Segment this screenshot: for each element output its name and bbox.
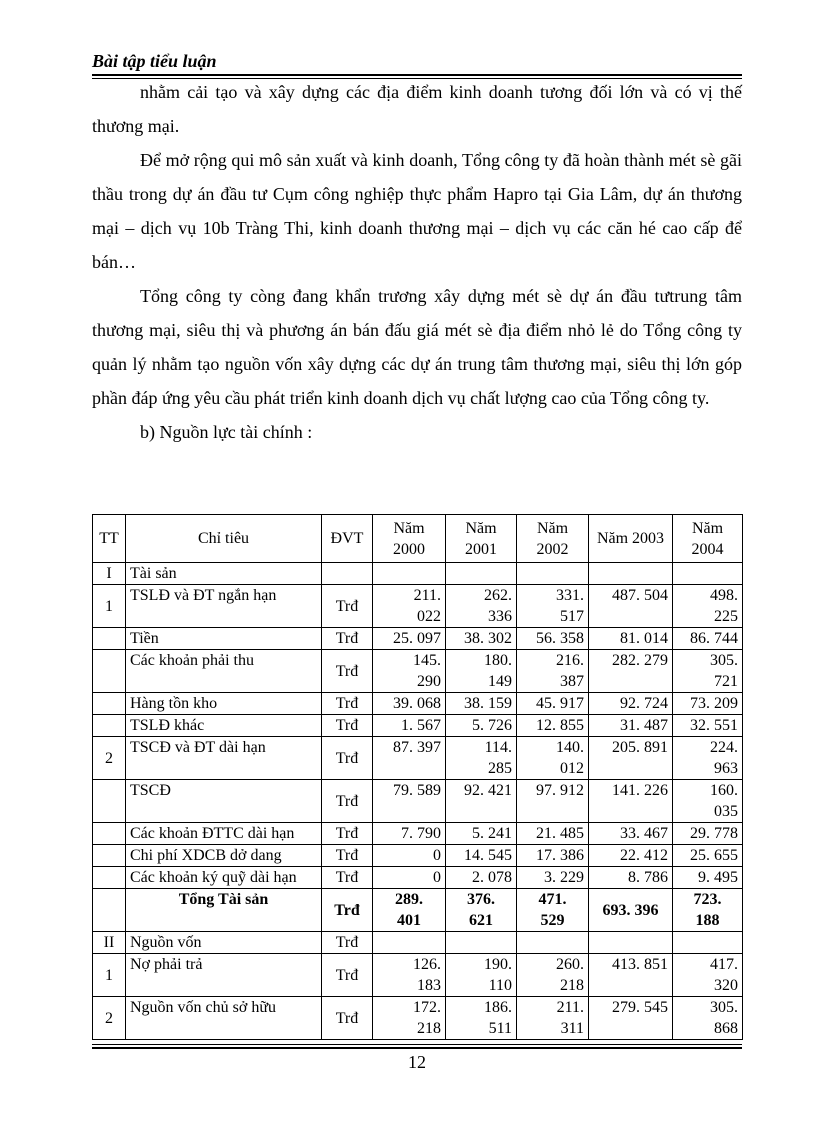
cell-2000: 39. 068 xyxy=(373,693,446,715)
table-row xyxy=(93,693,743,715)
table-row xyxy=(93,932,743,954)
cell-2003: 413. 851 xyxy=(589,954,673,997)
paragraph-2: Để mở rộng qui mô sản xuất và kinh doanh, Tổng công ty đã hoàn thành mét sè gãi thầu trong dự án đầu tư Cụm công nghiệp thực phẩm Hapro tại Gia Lâm, dự án thương mại – dịch vụ 10b Tràng Thi, kinh doanh thương mại – dịch vụ các căn hé cao cấp để bán… xyxy=(92,150,742,272)
cell-unit: Trđ xyxy=(322,585,373,628)
cell-2003: 279. 545 xyxy=(589,997,673,1040)
cell-unit: Trđ xyxy=(322,823,373,845)
cell-2001: 262. 336 xyxy=(446,585,517,628)
table-row xyxy=(93,650,743,693)
cell-2001: 186. 511 xyxy=(446,997,517,1040)
cell-indicator: TSLĐ khác xyxy=(126,715,322,737)
cell-2001: 92. 421 xyxy=(446,780,517,823)
cell-2004: 224. 963 xyxy=(673,737,743,780)
cell-2001: 14. 545 xyxy=(446,845,517,867)
cell-2000: 0 xyxy=(373,867,446,889)
cell-2001: 190. 110 xyxy=(446,954,517,997)
cell-2000: 7. 790 xyxy=(373,823,446,845)
cell-indicator: Nợ phải trả xyxy=(126,954,322,997)
table-row-total xyxy=(93,889,743,932)
cell-unit: Trđ xyxy=(322,889,373,932)
cell-indicator: TSCĐ và ĐT dài hạn xyxy=(126,737,322,780)
cell-2004: 73. 209 xyxy=(673,693,743,715)
cell-tt xyxy=(93,715,126,737)
cell-2002: 211. 311 xyxy=(517,997,589,1040)
cell-2002: 97. 912 xyxy=(517,780,589,823)
cell-2003: 31. 487 xyxy=(589,715,673,737)
cell-2002: 140. 012 xyxy=(517,737,589,780)
cell-2001 xyxy=(446,932,517,954)
cell-2000: 211. 022 xyxy=(373,585,446,628)
cell-indicator: Chi phí XDCB dở dang xyxy=(126,845,322,867)
cell-2004: 86. 744 xyxy=(673,628,743,650)
cell-2004: 305. 721 xyxy=(673,650,743,693)
cell-2001: 180. 149 xyxy=(446,650,517,693)
footer-rule xyxy=(92,1047,742,1049)
cell-tt xyxy=(93,845,126,867)
cell-2003: 33. 467 xyxy=(589,823,673,845)
cell-tt: I xyxy=(93,563,126,585)
cell-unit: Trđ xyxy=(322,780,373,823)
cell-indicator: Các khoản ký quỹ dài hạn xyxy=(126,867,322,889)
cell-2003: 92. 724 xyxy=(589,693,673,715)
table-row xyxy=(93,997,743,1040)
paragraph-3: Tổng công ty còng đang khẩn trương xây dựng mét sè dự án đầu tưtrung tâm thương mại, siêu thị và phương án bán đấu giá mét sè địa điểm nhỏ lẻ do Tổng công ty quản lý nhằm tạo nguồn vốn xây dựng các dự án trung tâm thương mại, siêu thị lớn góp phần đáp ứng yêu cầu phát triển kinh doanh dịch vụ chất lượng cao của Tổng công ty. xyxy=(92,286,742,408)
cell-2002: 21. 485 xyxy=(517,823,589,845)
cell-indicator: Tiền xyxy=(126,628,322,650)
cell-tt: 2 xyxy=(93,997,126,1040)
cell-2003: 8. 786 xyxy=(589,867,673,889)
cell-2003 xyxy=(589,563,673,585)
cell-2003: 282. 279 xyxy=(589,650,673,693)
cell-2001: 38. 159 xyxy=(446,693,517,715)
cell-2004: 9. 495 xyxy=(673,867,743,889)
cell-2004: 723. 188 xyxy=(673,889,743,932)
cell-2001: 5. 241 xyxy=(446,823,517,845)
cell-2001 xyxy=(446,563,517,585)
financial-resources-table xyxy=(92,514,743,1040)
cell-unit xyxy=(322,563,373,585)
cell-2000: 126. 183 xyxy=(373,954,446,997)
cell-2001: 5. 726 xyxy=(446,715,517,737)
cell-2003: 487. 504 xyxy=(589,585,673,628)
cell-indicator: TSCĐ xyxy=(126,780,322,823)
table-row xyxy=(93,867,743,889)
cell-tt xyxy=(93,889,126,932)
table-row xyxy=(93,954,743,997)
cell-unit: Trđ xyxy=(322,737,373,780)
cell-2003 xyxy=(589,932,673,954)
cell-2002: 45. 917 xyxy=(517,693,589,715)
cell-indicator: Nguồn vốn chủ sở hữu xyxy=(126,997,322,1040)
header-indicator: Chỉ tiêu xyxy=(126,515,322,563)
cell-tt xyxy=(93,628,126,650)
cell-2001: 376. 621 xyxy=(446,889,517,932)
cell-indicator: Tài sản xyxy=(126,563,322,585)
cell-indicator: Hàng tồn kho xyxy=(126,693,322,715)
cell-unit: Trđ xyxy=(322,954,373,997)
cell-2004: 25. 655 xyxy=(673,845,743,867)
cell-2002: 260. 218 xyxy=(517,954,589,997)
table-row xyxy=(93,823,743,845)
cell-indicator: Các khoản ĐTTC dài hạn xyxy=(126,823,322,845)
paragraph-1: nhằm cải tạo và xây dựng các địa điểm kinh doanh tương đối lớn và có vị thế thương mại. xyxy=(92,82,742,136)
cell-indicator: TSLĐ và ĐT ngắn hạn xyxy=(126,585,322,628)
cell-2002: 12. 855 xyxy=(517,715,589,737)
table-row xyxy=(93,563,743,585)
cell-2002: 216. 387 xyxy=(517,650,589,693)
table-row xyxy=(93,780,743,823)
cell-2000: 1. 567 xyxy=(373,715,446,737)
cell-2001: 38. 302 xyxy=(446,628,517,650)
cell-unit: Trđ xyxy=(322,867,373,889)
cell-2004 xyxy=(673,932,743,954)
cell-tt xyxy=(93,780,126,823)
cell-2004: 160. 035 xyxy=(673,780,743,823)
cell-unit: Trđ xyxy=(322,997,373,1040)
header-year-2001: Năm 2001 xyxy=(446,515,517,563)
cell-unit: Trđ xyxy=(322,650,373,693)
document-header-title: Bài tập tiểu luận xyxy=(92,51,217,71)
table-header-row xyxy=(93,515,743,563)
cell-2004: 32. 551 xyxy=(673,715,743,737)
cell-2002: 3. 229 xyxy=(517,867,589,889)
header-unit: ĐVT xyxy=(322,515,373,563)
header-year-2004: Năm 2004 xyxy=(673,515,743,563)
cell-tt xyxy=(93,650,126,693)
cell-2002 xyxy=(517,563,589,585)
footer-rule-thin xyxy=(92,1044,742,1045)
cell-2003: 693. 396 xyxy=(589,889,673,932)
header-year-2002: Năm 2002 xyxy=(517,515,589,563)
cell-2003: 22. 412 xyxy=(589,845,673,867)
cell-2001: 2. 078 xyxy=(446,867,517,889)
cell-2000 xyxy=(373,932,446,954)
cell-2004: 29. 778 xyxy=(673,823,743,845)
cell-unit: Trđ xyxy=(322,628,373,650)
cell-tt: 1 xyxy=(93,954,126,997)
cell-unit: Trđ xyxy=(322,693,373,715)
cell-2002: 17. 386 xyxy=(517,845,589,867)
header-year-2000: Năm 2000 xyxy=(373,515,446,563)
cell-tt xyxy=(93,693,126,715)
header-tt: TT xyxy=(93,515,126,563)
table-row xyxy=(93,715,743,737)
cell-2004 xyxy=(673,563,743,585)
cell-2003: 205. 891 xyxy=(589,737,673,780)
table-row xyxy=(93,585,743,628)
cell-2000: 289. 401 xyxy=(373,889,446,932)
header-year-2003: Năm 2003 xyxy=(589,515,673,563)
cell-tt: 2 xyxy=(93,737,126,780)
cell-2003: 81. 014 xyxy=(589,628,673,650)
cell-tt: 1 xyxy=(93,585,126,628)
cell-2004: 417. 320 xyxy=(673,954,743,997)
cell-2000: 0 xyxy=(373,845,446,867)
table-row xyxy=(93,737,743,780)
cell-2002 xyxy=(517,932,589,954)
cell-2003: 141. 226 xyxy=(589,780,673,823)
cell-unit: Trđ xyxy=(322,845,373,867)
cell-tt: II xyxy=(93,932,126,954)
cell-2000: 145. 290 xyxy=(373,650,446,693)
cell-2002: 471. 529 xyxy=(517,889,589,932)
page-number: 12 xyxy=(408,1052,426,1072)
cell-2000 xyxy=(373,563,446,585)
cell-indicator: Tổng Tài sản xyxy=(126,889,322,932)
cell-2000: 79. 589 xyxy=(373,780,446,823)
body-text xyxy=(92,75,742,449)
cell-unit: Trđ xyxy=(322,715,373,737)
cell-2004: 305. 868 xyxy=(673,997,743,1040)
cell-2001: 114. 285 xyxy=(446,737,517,780)
table-row xyxy=(93,628,743,650)
cell-tt xyxy=(93,823,126,845)
section-heading-financial-resources: b) Nguồn lực tài chính : xyxy=(140,422,313,442)
cell-indicator: Nguồn vốn xyxy=(126,932,322,954)
table-row xyxy=(93,845,743,867)
cell-2004: 498. 225 xyxy=(673,585,743,628)
cell-2000: 25. 097 xyxy=(373,628,446,650)
cell-2000: 172. 218 xyxy=(373,997,446,1040)
cell-2002: 56. 358 xyxy=(517,628,589,650)
cell-2002: 331. 517 xyxy=(517,585,589,628)
cell-tt xyxy=(93,867,126,889)
cell-2000: 87. 397 xyxy=(373,737,446,780)
cell-indicator: Các khoản phải thu xyxy=(126,650,322,693)
cell-unit: Trđ xyxy=(322,932,373,954)
